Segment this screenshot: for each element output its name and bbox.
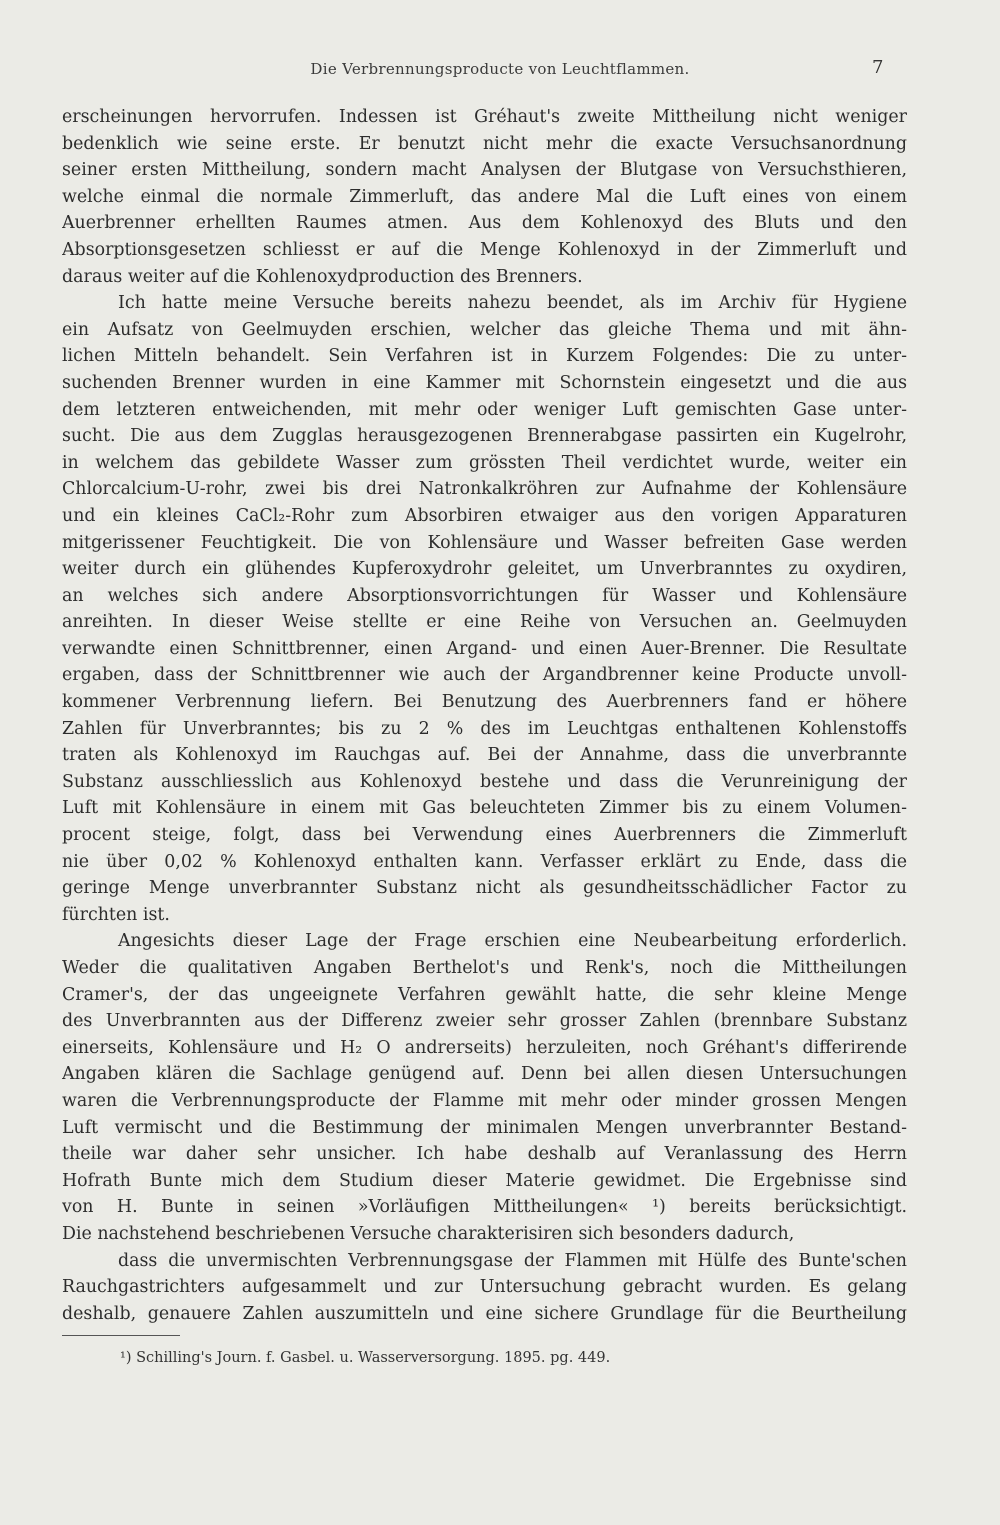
text-line: Hofrath Bunte mich dem Studium dieser Materie gewidmet. Die Ergebnisse sind [62,1170,907,1191]
text-line: bedenklich wie seine erste. Er benutzt nicht mehr die exacte Versuchsanordnung [62,133,907,154]
text-line: Rauchgastrichters aufgesammelt und zur Untersuchung gebracht wurden. Es gelang [62,1277,907,1298]
footnote-divider [62,1335,180,1336]
text-line: Substanz ausschliesslich aus Kohlenoxyd bestehe und dass die Verunreinigung der [62,771,907,792]
text-line: ergaben, dass der Schnittbrenner wie auch der Argandbrenner keine Producte unvoll- [62,665,907,686]
text-line: seiner ersten Mittheilung, sondern macht Analysen der Blutgase von Versuchsthieren, [62,160,907,181]
text-line: daraus weiter auf die Kohlenoxydproduction des Brenners. [62,266,583,287]
text-line: sucht. Die aus dem Zugglas herausgezogenen Brennerabgase passirten ein Kugelrohr, [62,426,907,447]
text-line: an welches sich andere Absorptionsvorrichtungen für Wasser und Kohlensäure [62,585,907,606]
text-line: fürchten ist. [62,904,170,925]
text-line: nie über 0,02 % Kohlenoxyd enthalten kann. Verfasser erklärt zu Ende, dass die [62,851,907,872]
text-line: Angaben klären die Sachlage genügend auf. Denn bei allen diesen Untersuchungen [62,1064,907,1085]
text-line: von H. Bunte in seinen »Vorläufigen Mittheilungen« ¹) bereits berücksichtigt. [62,1197,907,1218]
text-line: dem letzteren entweichenden, mit mehr oder weniger Luft gemischten Gase unter- [62,399,907,420]
text-line: dass die unvermischten Verbrennungsgase der Flammen mit Hülfe des Bunte'schen [118,1250,907,1271]
text-line: suchenden Brenner wurden in eine Kammer mit Schornstein eingesetzt und die aus [62,372,907,393]
text-line: Angesichts dieser Lage der Frage erschien eine Neubearbeitung erforderlich. [118,931,907,952]
text-line: deshalb, genauere Zahlen auszumitteln und eine sichere Grundlage für die Beurtheilung [62,1303,907,1324]
text-line: waren die Verbrennungsproducte der Flamme mit mehr oder minder grossen Mengen [62,1090,907,1111]
text-line: einerseits, Kohlensäure und H₂ O andrerseits) herzuleiten, noch Gréhant's differirende [62,1037,907,1058]
text-line: Zahlen für Unverbranntes; bis zu 2 % des im Leuchtgas enthaltenen Kohlenstoffs [62,718,907,739]
text-line: Cramer's, der das ungeeignete Verfahren gewählt hatte, die sehr kleine Menge [62,984,907,1005]
text-line: weiter durch ein glühendes Kupferoxydrohr geleitet, um Unverbranntes zu oxydiren, [62,559,907,580]
text-line: Ich hatte meine Versuche bereits nahezu beendet, als im Archiv für Hygiene [118,293,907,314]
text-line: lichen Mitteln behandelt. Sein Verfahren ist in Kurzem Folgendes: Die zu unter- [62,346,907,367]
text-line: Die nachstehend beschriebenen Versuche charakterisiren sich besonders dadurch, [62,1223,795,1244]
running-header: Die Verbrennungsproducte von Leuchtflammen. [310,60,690,78]
text-line: Absorptionsgesetzen schliesst er auf die Menge Kohlenoxyd in der Zimmerluft und [62,239,907,260]
text-line: Chlorcalcium-U-rohr, zwei bis drei Natronkalkröhren zur Aufnahme der Kohlensäure [62,479,907,500]
text-line: erscheinungen hervorrufen. Indessen ist Gréhaut's zweite Mittheilung nicht weniger [62,107,907,127]
text-line: traten als Kohlenoxyd im Rauchgas auf. Bei der Annahme, dass die unverbrannte [62,745,907,766]
text-line: ein Aufsatz von Geelmuyden erschien, welcher das gleiche Thema und mit ähn- [62,319,907,340]
text-line: theile war daher sehr unsicher. Ich habe deshalb auf Veranlassung des Herrn [62,1144,907,1165]
text-line: verwandte einen Schnittbrenner, einen Argand- und einen Auer-Brenner. Die Resultate [62,638,907,659]
text-line: des Unverbrannten aus der Differenz zweier sehr grosser Zahlen (brennbare Substanz [62,1011,907,1032]
body-text [62,104,907,1354]
text-line: und ein kleines CaCl₂-Rohr zum Absorbiren etwaiger aus den vorigen Apparaturen [62,505,907,526]
text-line: mitgerissener Feuchtigkeit. Die von Kohlensäure und Wasser befreiten Gase werden [62,532,907,553]
text-line: Auerbrenner erhellten Raumes atmen. Aus dem Kohlenoxyd des Bluts und den [62,213,907,234]
footnote: ¹) Schilling's Journ. f. Gasbel. u. Wasserversorgung. 1895. pg. 449. [120,1350,611,1366]
page-number: 7 [872,57,884,78]
text-line: Luft vermischt und die Bestimmung der minimalen Mengen unverbrannter Bestand- [62,1117,907,1138]
text-line: in welchem das gebildete Wasser zum grössten Theil verdichtet wurde, weiter ein [62,452,907,473]
text-line: welche einmal die normale Zimmerluft, das andere Mal die Luft eines von einem [62,186,907,207]
text-line: kommener Verbrennung liefern. Bei Benutzung des Auerbrenners fand er höhere [62,692,907,713]
text-line: procent steige, folgt, dass bei Verwendung eines Auerbrenners die Zimmerluft [62,825,907,846]
text-line: geringe Menge unverbrannter Substanz nicht als gesundheitsschädlicher Factor zu [62,878,907,899]
text-line: anreihten. In dieser Weise stellte er eine Reihe von Versuchen an. Geelmuyden [62,612,907,633]
text-line: Weder die qualitativen Angaben Berthelot's und Renk's, noch die Mittheilungen [62,958,907,978]
text-line: Luft mit Kohlensäure in einem mit Gas beleuchteten Zimmer bis zu einem Volumen- [62,798,907,819]
